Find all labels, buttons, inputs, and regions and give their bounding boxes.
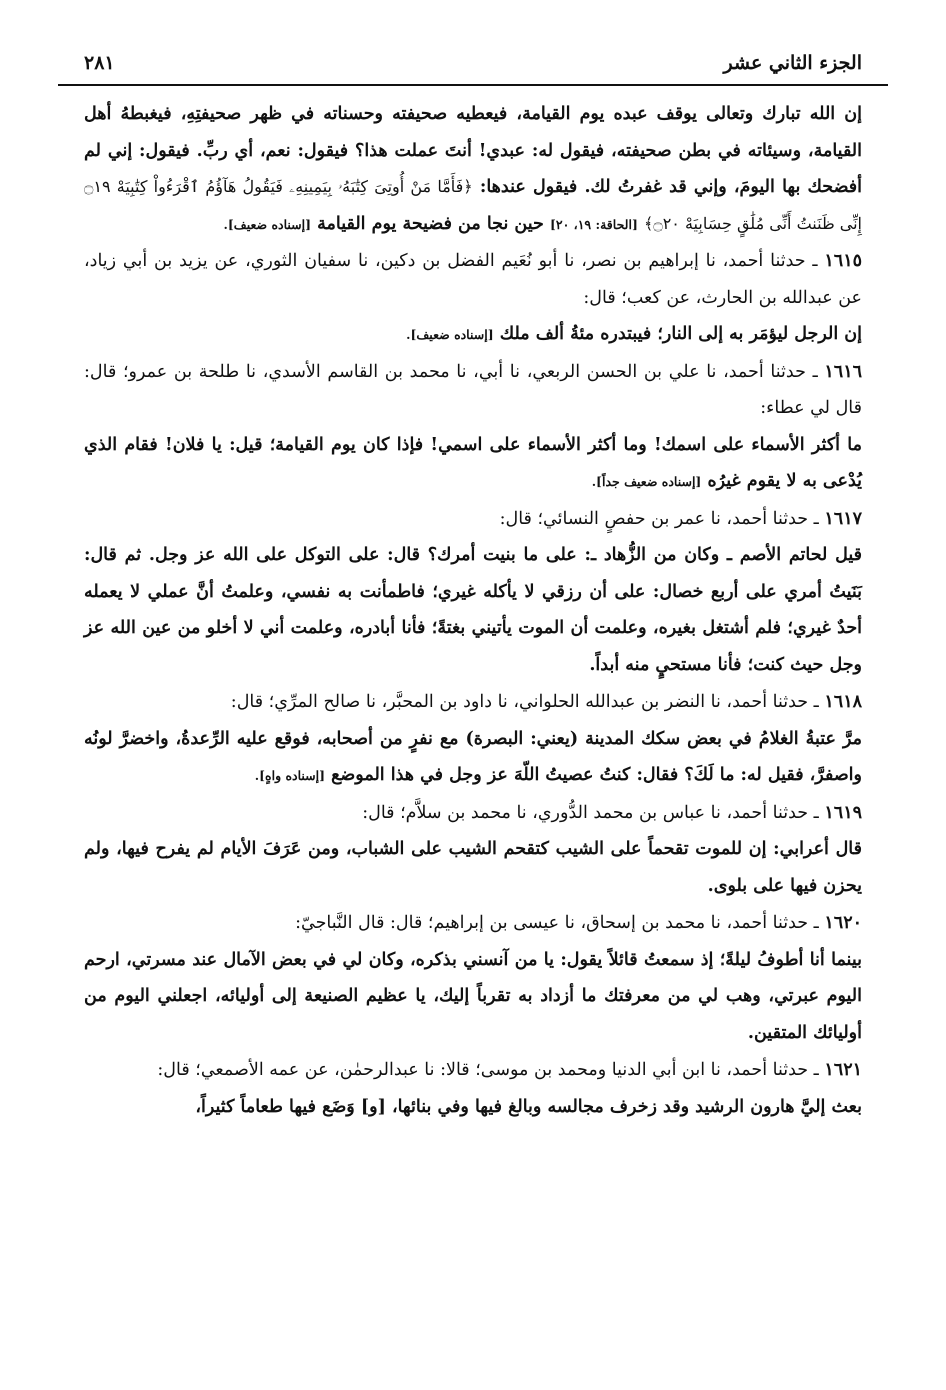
text-block-12 <box>84 942 862 1053</box>
matn-text: قال أعرابي: إن للموت تقحماً على الشيب كتقحم الشيب على الشباب، ومن عَرَفَ الأيام لم يفرح فيها، ولم يحزن فيها على بلوى. <box>84 839 862 896</box>
verse-reference: [الحاقة: ١٩، ٢٠] <box>549 216 638 232</box>
text-block-13 <box>84 1052 862 1089</box>
text-block-11 <box>84 905 862 942</box>
text-block-14 <box>84 1089 862 1127</box>
text-block-4 <box>84 427 862 501</box>
page-body <box>58 86 888 1126</box>
quran-verse: ﴿فَأَمَّا مَنْ أُوتِىَ كِتَٰبَهُۥ بِيَمِينِهِۦ فَيَقُولُ هَآؤُمُ ٱقْرَءُواْ كِتَٰبِيَهْ ۝١٩ إِنِّى ظَنَنتُ أَنِّى مُلَٰقٍ حِسَابِيَهْ ۝٢٠﴾ <box>84 177 862 233</box>
sanad-text: ـ حدثنا أحمد، نا النضر بن عبدالله الحلواني، نا داود بن المحبَّر، نا صالح المرِّي؛ قال: <box>230 692 819 712</box>
running-header <box>58 52 888 86</box>
sanad-text: ـ حدثنا أحمد، نا عمر بن حفصٍ النسائي؛ قال: <box>499 508 819 529</box>
text-block-7 <box>84 684 862 721</box>
text-block-3 <box>84 354 862 427</box>
matn-text: مرَّ عتبةُ الغلامُ في بعض سكك المدينة (يعني: البصرة) مع نفرٍ من أصحابه، فوقع عليه الرِّعدةُ، واخضرَّ لونُه واصفرَّ، فقيل له: ما لَكَ؟ فقال: كنتُ عصيتُ اللّهَ عز وجل في هذا الموضع <box>84 728 862 785</box>
matn-text: ما أكثر الأسماء على اسمك! وما أكثر الأسماء على اسمي! فإذا كان يوم القيامة؛ قيل: يا فلان! فقام الذي يُدْعى به لا يقوم غيرُه <box>84 434 862 491</box>
isnad-grading: [إسناده واهٍ]. <box>254 768 326 783</box>
hadith-number: ١٦١٧ <box>824 508 862 529</box>
sanad-text: ـ حدثنا أحمد، نا ابن أبي الدنيا ومحمد بن موسى؛ قالا: نا عبدالرحمٰن، عن عمه الأصمعي؛ قال: <box>157 1060 819 1080</box>
text-block-0 <box>84 96 862 243</box>
matn-text: بينما أنا أطوفُ ليلةً؛ إذ سمعتُ قائلاً يقول: يا من آنسني بذكره، وكان لي في بعض الآمال عند مسرتي، ارحم اليوم عبرتي، وهب لي من معرفتك ما أزداد به تقرباً إليك، يا عظيم الصنيعة إلى أوليائه، اجعلني اليوم من أوليائك المتقين. <box>84 949 862 1043</box>
sanad-text: ـ حدثنا أحمد، نا محمد بن إسحاق، نا عيسى بن إبراهيم؛ قال: قال النَّباجيّ: <box>295 913 819 933</box>
text-block-10 <box>84 831 862 905</box>
running-title: الجزء الثاني عشر <box>723 52 862 74</box>
text-block-8 <box>84 721 862 795</box>
isnad-grading: [إسناده ضعيف]. <box>406 327 494 342</box>
text-block-1 <box>84 243 862 316</box>
matn-text-continued: حين نجا من فضيحة يوم القيامة <box>317 213 544 234</box>
text-block-2 <box>84 316 862 354</box>
matn-text: بعث إليَّ هارون الرشيد وقد زخرف مجالسه وبالغ فيها وفي بنائها، [و] وَضَع فيها طعاماً كثيراً، <box>195 1096 862 1117</box>
isnad-grading: [إسناده ضعيف جداً]. <box>591 474 702 489</box>
matn-text: قيل لحاتم الأصم ـ وكان من الزُّهاد ـ: على ما بنيت أمرك؟ قال: على التوكل على الله عز وجل. ثم قال: بَنَيتُ أمري على أربع خصال: على أن رزقي لا يأكله غيري؛ فاطمأنت به نفسي، وعلمتُ أنَّ عملي لا يعمله أحدٌ غيري؛ فلم أشتغل بغيره، وعلمت أن الموت يأتيني بغتةً؛ فأنا أبادره، وعلمت أني لا أخلو من عين الله عز وجل حيث كنت؛ فأنا مستحيٍ منه أبداً. <box>84 545 862 675</box>
hadith-number: ١٦٢٠ <box>824 913 862 933</box>
isnad-grading: [إسناده ضعيف]. <box>223 216 312 232</box>
hadith-number: ١٦١٨ <box>824 692 862 712</box>
text-block-5 <box>84 501 862 538</box>
sanad-text: ـ حدثنا أحمد، نا علي بن الحسن الربعي، نا أبي، نا محمد بن القاسم الأسدي، نا طلحة بن عمرو؛ قال: قال لي عطاء: <box>84 361 862 418</box>
text-block-9 <box>84 795 862 832</box>
sanad-text: ـ حدثنا أحمد، نا إبراهيم بن نصر، نا أبو نُعَيم الفضل بن دكين، نا سفيان الثوري، عن يزيد بن أبي زياد، عن عبدالله بن الحارث، عن كعب؛ قال: <box>84 251 862 308</box>
hadith-number: ١٦٢١ <box>824 1060 862 1080</box>
matn-text: إن الرجل ليؤمَر به إلى النار؛ فيبتدره مئةُ ألف ملك <box>499 324 862 344</box>
sanad-text: ـ حدثنا أحمد، نا عباس بن محمد الدُّوري، نا محمد بن سلاَّم؛ قال: <box>362 802 819 823</box>
hadith-number: ١٦١٦ <box>824 361 862 382</box>
matn-text: إن الله تبارك وتعالى يوقف عبده يوم القيامة، فيعطيه صحيفته وحسناته في ظهر صحيفتِهِ، فيغبطهُ أهل القيامة، وسيئاته في بطن صحيفته، فيقول له: عبدي! أنتَ عملت هذا؟ فيقول: نعم، أي ربِّ. فيقول: إني لم أفضحك بها اليومَ، وإني قد غفرتُ لك. فيقول عندها: <box>84 104 862 197</box>
hadith-number: ١٦١٥ <box>824 251 862 271</box>
page-number: ٢٨١ <box>84 52 115 74</box>
hadith-number: ١٦١٩ <box>824 802 862 823</box>
text-block-6 <box>84 537 862 684</box>
